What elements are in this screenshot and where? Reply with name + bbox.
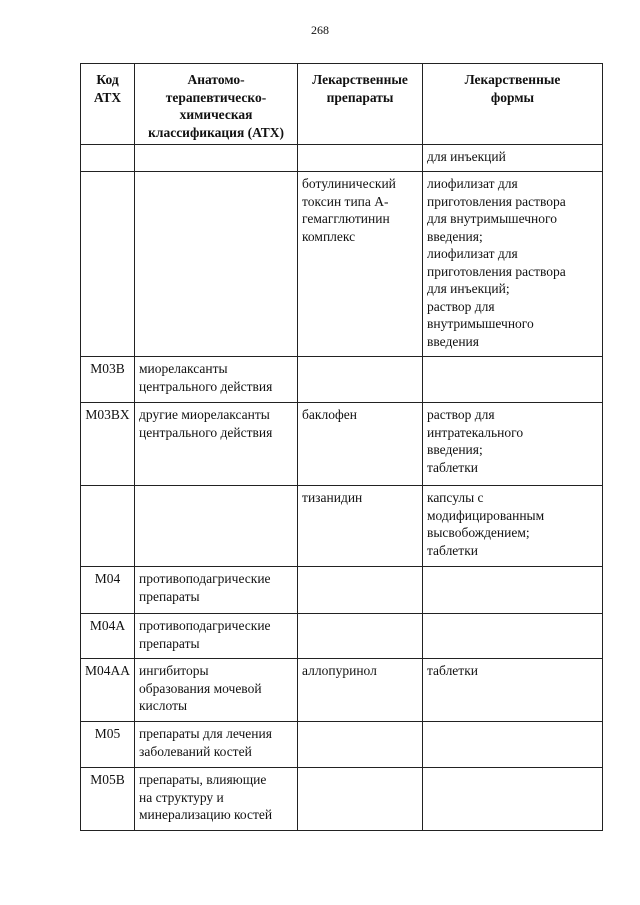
table-row xyxy=(81,768,603,831)
header-classification: Анатомо- терапевтическо- химическая классификация (АТХ) xyxy=(135,64,298,145)
classification-cell: препараты для лечения заболеваний костей xyxy=(135,722,298,768)
drug-cell xyxy=(298,357,423,403)
classification-cell: противоподагрические препараты xyxy=(135,614,298,659)
forms-cell xyxy=(422,768,602,831)
table-row xyxy=(81,614,603,659)
forms-cell: таблетки xyxy=(422,659,602,722)
code-cell: M05B xyxy=(81,768,135,831)
drug-cell: аллопуринол xyxy=(298,659,423,722)
code-cell: M04A xyxy=(81,614,135,659)
table-header-row xyxy=(81,64,603,145)
forms-cell: раствор для интратекального введения; таблетки xyxy=(422,403,602,486)
table-row xyxy=(81,145,603,172)
forms-cell xyxy=(422,722,602,768)
drug-cell xyxy=(298,722,423,768)
classification-cell: препараты, влияющие на структуру и минерализацию костей xyxy=(135,768,298,831)
forms-cell: капсулы с модифицированным высвобождением; таблетки xyxy=(422,486,602,567)
code-cell: M05 xyxy=(81,722,135,768)
classification-cell: противоподагрические препараты xyxy=(135,567,298,614)
code-cell xyxy=(81,486,135,567)
drug-cell xyxy=(298,614,423,659)
classification-cell xyxy=(135,486,298,567)
forms-cell xyxy=(422,357,602,403)
drug-cell xyxy=(298,145,423,172)
table-row xyxy=(81,403,603,486)
table-row xyxy=(81,722,603,768)
drug-cell: тизанидин xyxy=(298,486,423,567)
classification-cell xyxy=(135,145,298,172)
code-cell: M03BX xyxy=(81,403,135,486)
classification-cell: другие миорелаксанты центрального действия xyxy=(135,403,298,486)
code-cell: M03B xyxy=(81,357,135,403)
page-number: 268 xyxy=(311,23,329,37)
header-forms: Лекарственные формы xyxy=(422,64,602,145)
code-cell xyxy=(81,172,135,357)
code-cell: M04 xyxy=(81,567,135,614)
table-row xyxy=(81,172,603,357)
table-row xyxy=(81,486,603,567)
drug-cell: ботулинический токсин типа А- гемагглютинин комплекс xyxy=(298,172,423,357)
classification-cell: миорелаксанты центрального действия xyxy=(135,357,298,403)
code-cell xyxy=(81,145,135,172)
classification-cell xyxy=(135,172,298,357)
forms-cell xyxy=(422,614,602,659)
drug-cell xyxy=(298,768,423,831)
forms-cell: лиофилизат для приготовления раствора для внутримышечного введения; лиофилизат для приготовления раствора для инъекций; раствор для внутримышечного введения xyxy=(422,172,602,357)
table-row xyxy=(81,567,603,614)
header-code: Код АТХ xyxy=(81,64,135,145)
forms-cell: для инъекций xyxy=(422,145,602,172)
atx-table xyxy=(80,63,603,831)
drug-cell xyxy=(298,567,423,614)
drug-cell: баклофен xyxy=(298,403,423,486)
forms-cell xyxy=(422,567,602,614)
code-cell: M04AA xyxy=(81,659,135,722)
table-row xyxy=(81,357,603,403)
classification-cell: ингибиторы образования мочевой кислоты xyxy=(135,659,298,722)
header-drugs: Лекарственные препараты xyxy=(298,64,423,145)
table-row xyxy=(81,659,603,722)
